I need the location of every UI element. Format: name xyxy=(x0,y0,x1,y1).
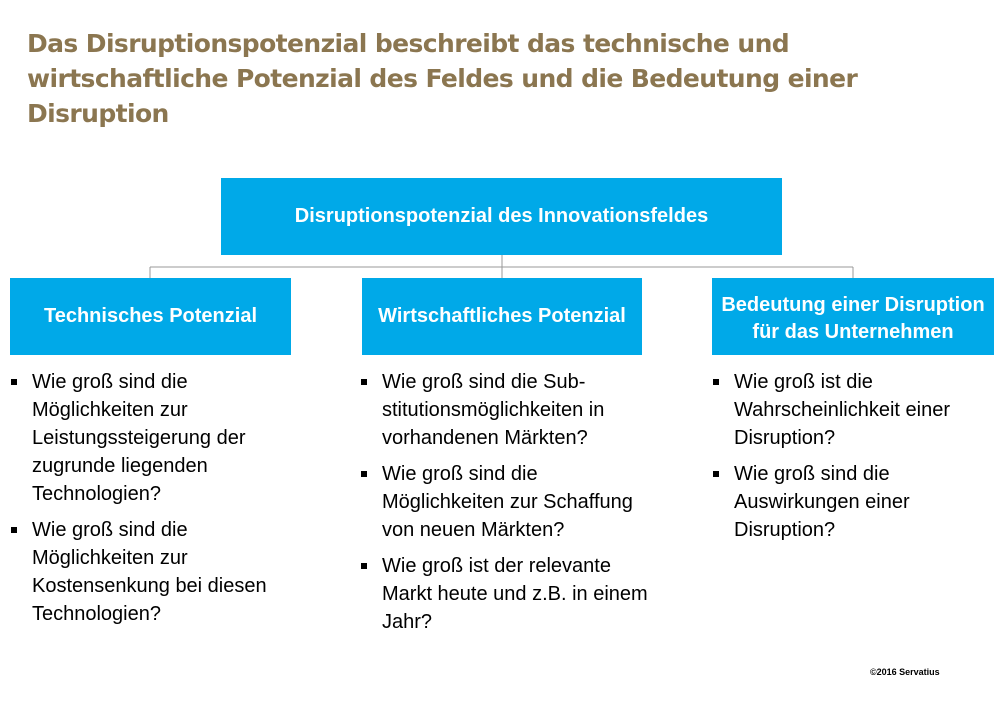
question-list-technisch xyxy=(10,368,300,636)
list-item: Wie groß ist die Wahrscheinlichkeit einer Disruption? xyxy=(712,368,1002,452)
copyright-note: ©2016 Servatius xyxy=(870,667,940,677)
node-bedeutung-disruption xyxy=(712,278,994,355)
question-list-bedeutung xyxy=(712,368,1002,552)
list-item: Wie groß sind die Sub-stitutionsmöglichkeiten in vorhandenen Märkten? xyxy=(360,368,660,452)
node-technisches-potenzial xyxy=(10,278,291,355)
node-label: Wirtschaftliches Potenzial xyxy=(378,305,626,327)
list-item: Wie groß sind die Möglichkeiten zur Kostensenkung bei diesen Technologien? xyxy=(10,516,300,628)
list-item: Wie groß sind die Möglichkeiten zur Leistungssteigerung der zugrunde liegenden Technologien? xyxy=(10,368,300,508)
page-title: Das Disruptionspotenzial beschreibt das technische und wirtschaftliche Potenzial des Feldes und die Bedeutung einer Disruption xyxy=(27,29,858,128)
list-item: Wie groß sind die Auswirkungen einer Disruption? xyxy=(712,460,1002,544)
question-list-wirtschaftlich xyxy=(360,368,660,644)
node-wirtschaftliches-potenzial xyxy=(362,278,642,355)
list-item: Wie groß sind die Möglichkeiten zur Schaffung von neuen Märkten? xyxy=(360,460,660,544)
node-label: Technisches Potenzial xyxy=(43,305,258,327)
list-item: Wie groß ist der relevante Markt heute und z.B. in einem Jahr? xyxy=(360,552,660,636)
root-node-label: Disruptionspotenzial des Innovationsfeldes xyxy=(294,205,709,227)
root-node xyxy=(221,178,782,255)
node-label: Bedeutung einer Disruption für das Unternehmen xyxy=(721,293,985,343)
